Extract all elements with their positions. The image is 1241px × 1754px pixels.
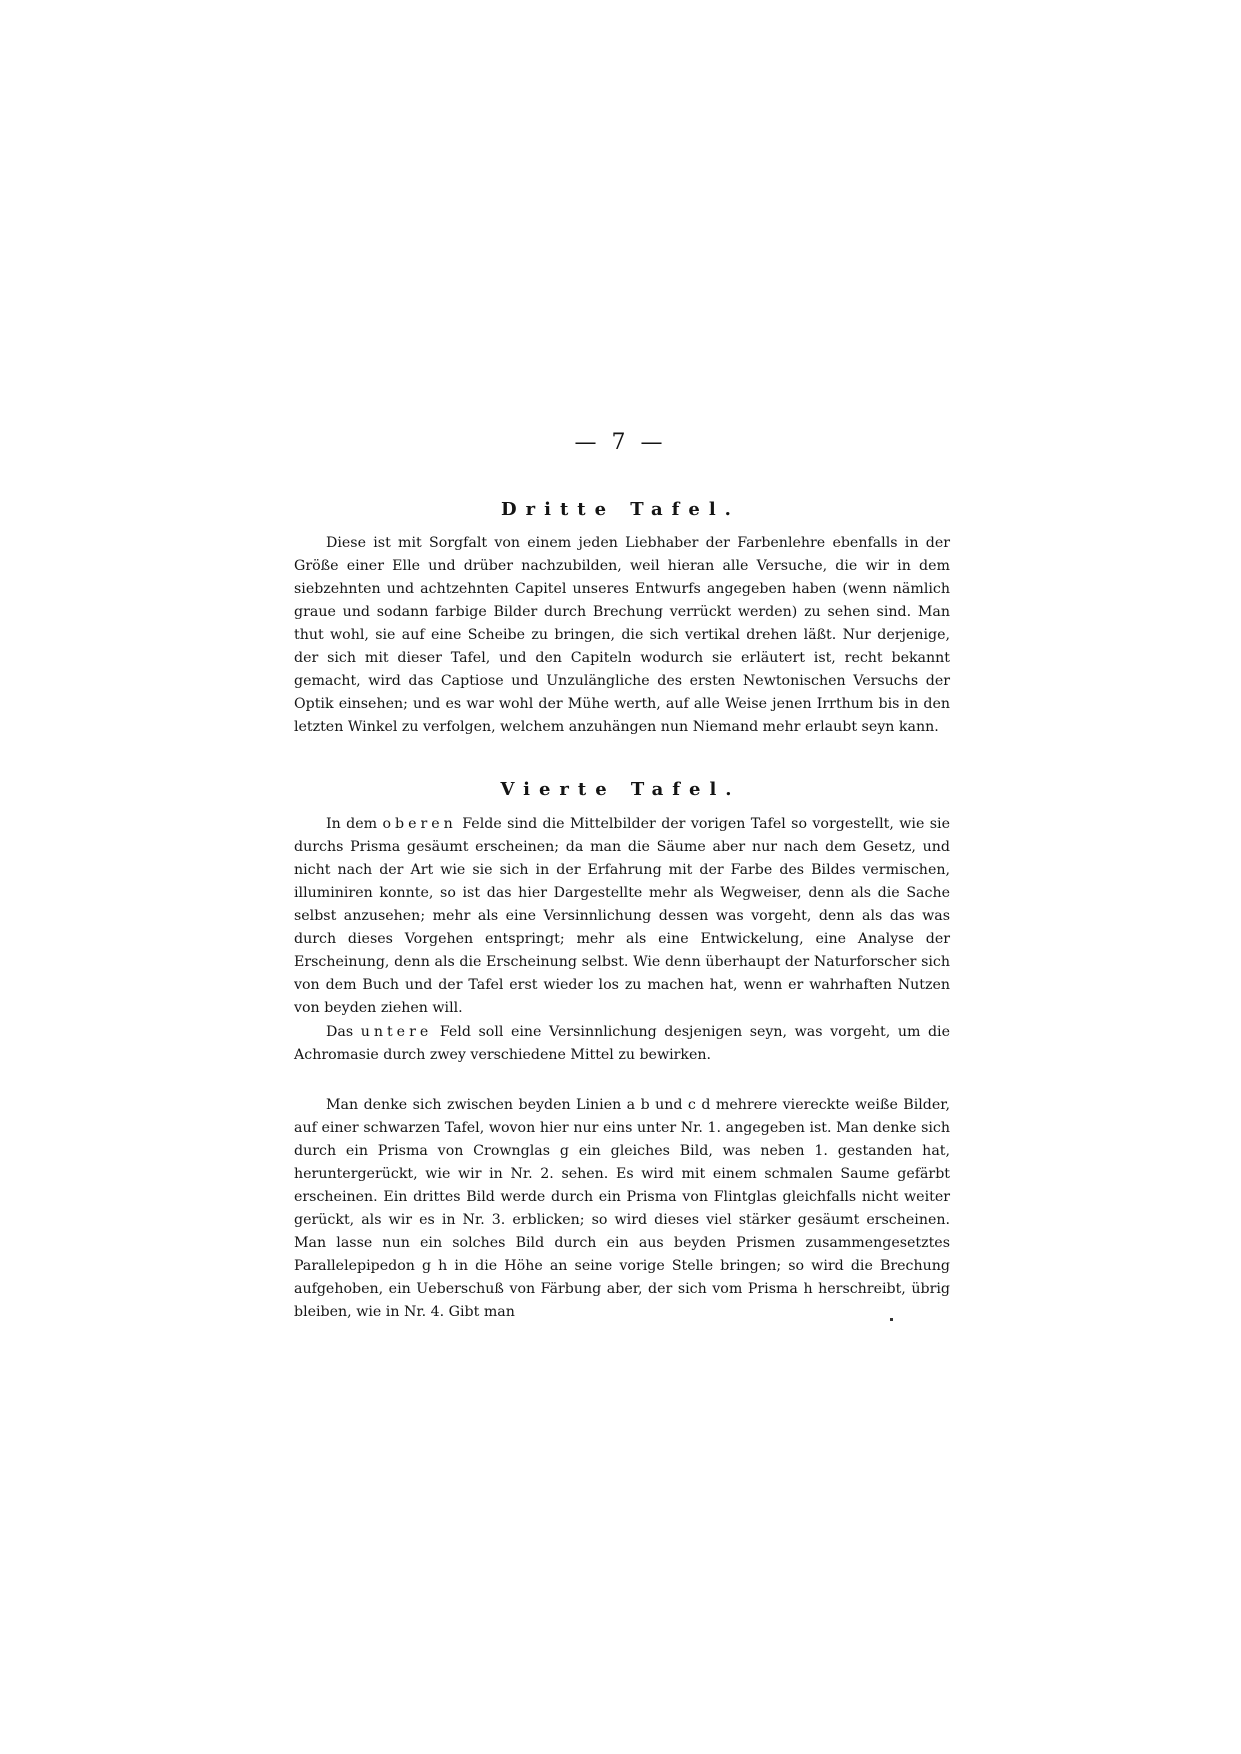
- paragraph-lead: Das: [326, 1024, 354, 1040]
- emphasized-word: untere: [360, 1024, 433, 1040]
- emphasized-word: oberen: [382, 816, 457, 832]
- ink-mark: [890, 1318, 893, 1321]
- paragraph-achromasie: Man denke sich zwischen beyden Linien a b und c d mehrere viereckte weiße Bilder, auf einer schwarzen Tafel, wovon hier nur eins unter Nr. 1. angegeben ist. Man denke sich durch ein Prisma von Crownglas g ein gleiches Bild, was neben 1. gestanden hat, heruntergerückt, wie wir in Nr. 2. sehen. Es wird mit einem schmalen Saume gefärbt erscheinen. Ein drittes Bild werde durch ein Prisma von Flintglas gleichfalls nicht weiter gerückt, als wir es in Nr. 3. erblicken; so wird dieses viel stärker gesäumt erscheinen. Man lasse nun ein solches Bild durch ein aus beyden Prismen zusammengesetztes Parallelepipedon g h in die Höhe an seine vorige Stelle bringen; so wird die Brechung aufgehoben, ein Ueberschuß von Färbung aber, der sich vom Prisma h herschreibt, übrig bleiben, wie in Nr. 4. Gibt man: [294, 1097, 950, 1320]
- paragraph-unteres-feld: [294, 1021, 950, 1067]
- paragraph-lead: In dem: [326, 816, 378, 832]
- section-heading-dritte-tafel: Dritte Tafel.: [501, 499, 740, 520]
- section-heading-vierte-tafel: Vierte Tafel.: [500, 779, 741, 800]
- paragraph-body: Felde sind die Mittelbilder der vorigen Tafel so vorgestellt, wie sie durchs Prisma gesäumt erscheinen; da man die Säume aber nur nach dem Gesetz, und nicht nach der Art wie sie sich in der Erfahrung mit der Farbe des Bildes vermischen, illuminiren konnte, so ist das hier Dargestellte mehr als Wegweiser, denn als die Sache selbst anzusehen; mehr als eine Versinnlichung dessen was vorgeht, denn als das was durch dieses Vorgehen entspringt; mehr als eine Entwickelung, eine Analyse der Erscheinung, denn als die Erscheinung selbst. Wie denn überhaupt der Naturforscher sich von dem Buch und der Tafel erst wieder los zu machen hat, wenn er wahrhaften Nutzen von beyden ziehen will.: [294, 816, 950, 1016]
- paragraph-body: Feld soll eine Versinnlichung desjenigen seyn, was vorgeht, um die Achromasie durch zwey verschiedene Mittel zu bewirken.: [294, 1024, 950, 1063]
- paragraph-dritte-tafel: Diese ist mit Sorgfalt von einem jeden Liebhaber der Farbenlehre ebenfalls in der Größe einer Elle und drüber nachzubilden, weil hieran alle Versuche, die wir in dem siebzehnten und achtzehnten Capitel unseres Entwurfs angegeben haben (wenn nämlich graue und sodann farbige Bilder durch Brechung verrückt werden) zu sehen sind. Man thut wohl, sie auf eine Scheibe zu bringen, die sich vertikal drehen läßt. Nur derjenige, der sich mit dieser Tafel, und den Capiteln wodurch sie erläutert ist, recht bekannt gemacht, wird das Captiose und Unzulängliche des ersten Newtonischen Versuchs der Optik einsehen; und es war wohl der Mühe werth, auf alle Weise jenen Irrthum bis in den letzten Winkel zu verfolgen, welchem anzuhängen nun Niemand mehr erlaubt seyn kann.: [294, 535, 950, 735]
- page-number: — 7 —: [574, 430, 667, 455]
- paragraph-oberes-feld: [294, 813, 950, 1020]
